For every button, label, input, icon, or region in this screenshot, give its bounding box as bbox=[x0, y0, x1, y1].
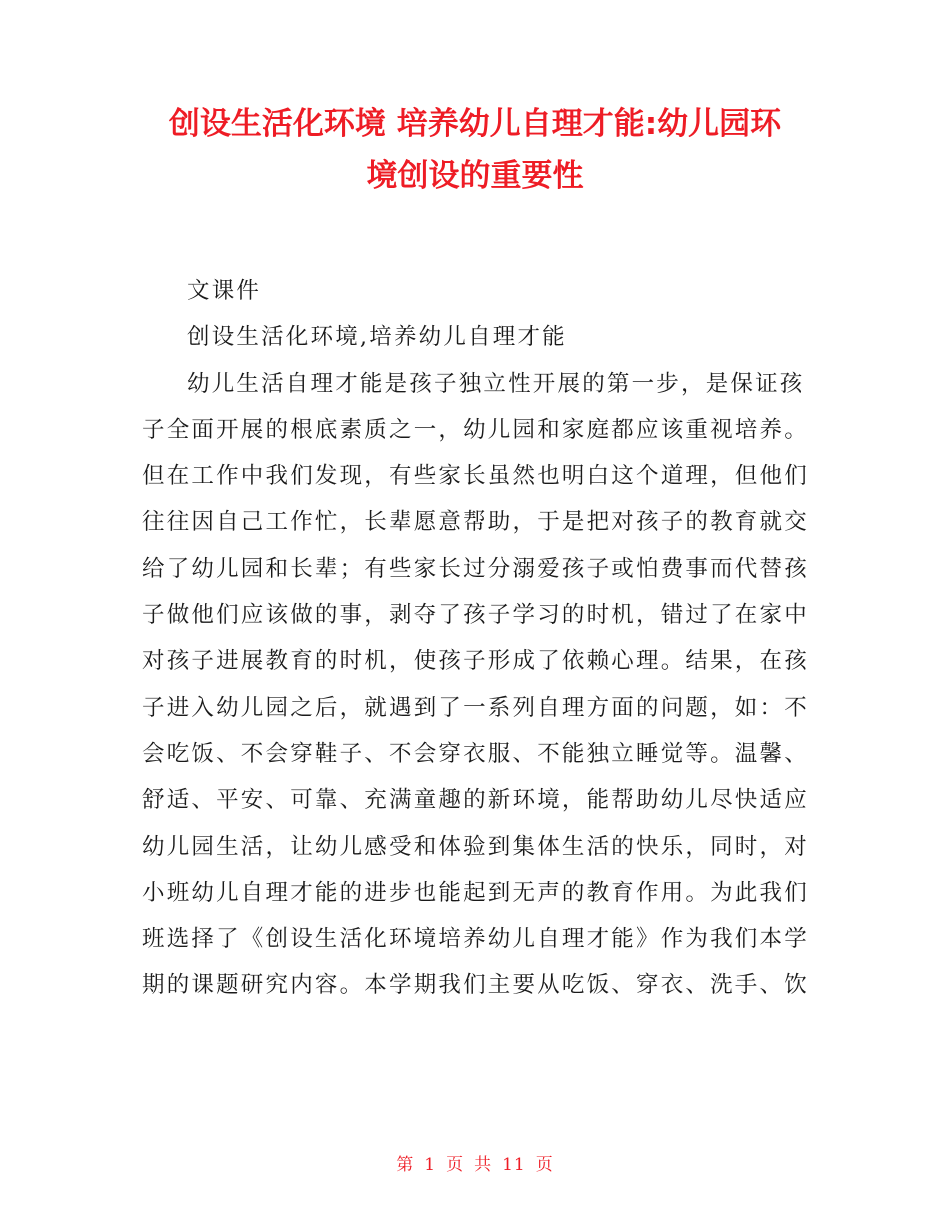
paragraph-line: 往往因自己工作忙，长辈愿意帮助，于是把对孩子的教育就交 bbox=[142, 509, 809, 536]
paragraph-line: 但在工作中我们发现，有些家长虽然也明白这个道理，但他们 bbox=[142, 463, 809, 490]
footer-prefix: 第 bbox=[396, 1155, 415, 1175]
paragraph-line: 小班幼儿自理才能的进步也能起到无声的教育作用。为此我们 bbox=[142, 879, 809, 906]
paragraph-line: 子做他们应该做的事，剥夺了孩子学习的时机，错过了在家中 bbox=[142, 602, 809, 629]
paragraph-line: 对孩子进展教育的时机，使孩子形成了依赖心理。结果，在孩 bbox=[142, 648, 809, 675]
page-footer bbox=[0, 1150, 950, 1175]
footer-total-pages: 11 bbox=[502, 1155, 526, 1175]
paragraph-line: 子全面开展的根底素质之一，幼儿园和家庭都应该重视培养。 bbox=[142, 416, 809, 443]
intro-paragraph: 文课件 bbox=[187, 278, 262, 304]
paragraph-line: 班选择了《创设生活化环境培养幼儿自理才能》作为我们本学 bbox=[142, 926, 809, 953]
paragraph-line: 期的课题研究内容。本学期我们主要从吃饭、穿衣、洗手、饮 bbox=[142, 972, 809, 999]
paragraph-line: 幼儿生活自理才能是孩子独立性开展的第一步，是保证孩 bbox=[187, 370, 805, 397]
footer-page-word: 页 bbox=[446, 1155, 465, 1175]
paragraph-line: 子进入幼儿园之后，就遇到了一系列自理方面的问题，如：不 bbox=[142, 694, 809, 721]
paragraph-line: 给了幼儿园和长辈；有些家长过分溺爱孩子或怕费事而代替孩 bbox=[142, 555, 809, 582]
main-paragraph bbox=[142, 361, 808, 1009]
footer-suffix: 页 bbox=[535, 1155, 554, 1175]
footer-current-page: 1 bbox=[424, 1155, 437, 1175]
paragraph-line: 会吃饭、不会穿鞋子、不会穿衣服、不能独立睡觉等。温馨、 bbox=[142, 740, 809, 767]
paragraph-line: 幼儿园生活，让幼儿感受和体验到集体生活的快乐，同时，对 bbox=[142, 833, 809, 860]
document-body bbox=[142, 268, 808, 1009]
title-line-2: 境创设的重要性 bbox=[366, 158, 584, 194]
paragraph-line: 舒适、平安、可靠、充满童趣的新环境，能帮助幼儿尽快适应 bbox=[142, 787, 809, 814]
document-title bbox=[140, 98, 810, 202]
title-line-1: 创设生活化环境 培养幼儿自理才能:幼儿园环 bbox=[168, 106, 782, 142]
footer-total-word: 共 bbox=[474, 1155, 493, 1175]
subtitle-paragraph: 创设生活化环境,培养幼儿自理才能 bbox=[187, 324, 567, 351]
